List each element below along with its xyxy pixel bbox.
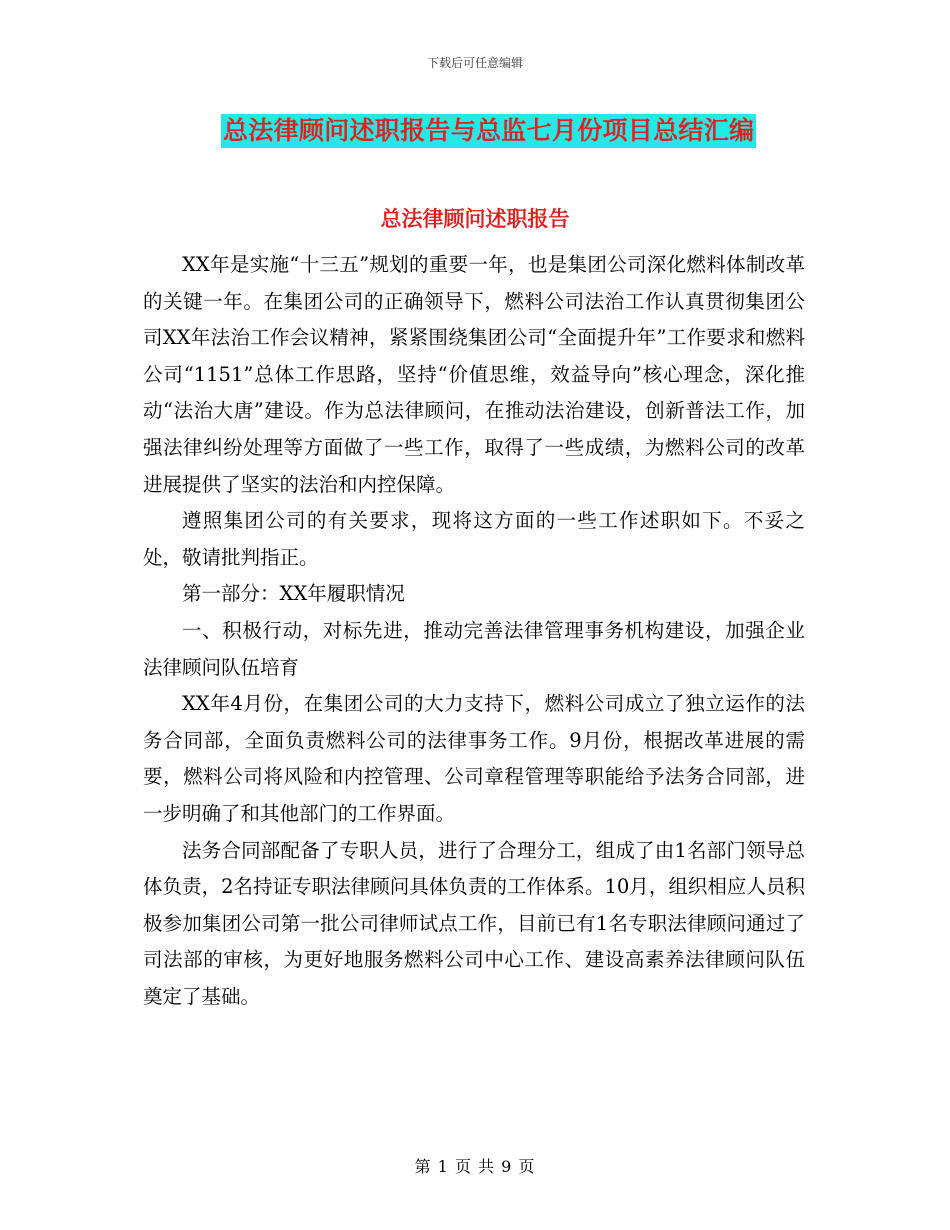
body-text — [143, 247, 805, 1015]
sub-title: 总法律顾问述职报告 — [380, 207, 570, 231]
section-heading: 第一部分：XX年履职情况 — [182, 582, 405, 606]
paragraph: XX年是实施“十三五”规划的重要一年，也是集团公司深化燃料体制改革的关键一年。在集团公司的正确领导下，燃料公司法治工作认真贯彻集团公司XX年法治工作会议精神，紧紧围绕集团公司“全面提升年”工作要求和燃料公司“1151”总体工作思路，坚持“价值思维，效益导向”核心理念，深化推动“法治大唐”建设。作为总法律顾问，在推动法治建设，创新普法工作，加强法律纠纷处理等方面做了一些工作，取得了一些成绩，为燃料公司的改革进展提供了坚实的法治和内控保障。 — [143, 253, 805, 496]
section-heading: 一、积极行动，对标先进，推动完善法律管理事务机构建设，加强企业法律顾问队伍培育 — [143, 618, 805, 679]
main-title: 总法律顾问述职报告与总监七月份项目总结汇编 — [221, 114, 756, 148]
paragraph: 法务合同部配备了专职人员，进行了合理分工，组成了由1名部门领导总体负责，2名持证专职法律顾问具体负责的工作体系。10月，组织相应人员积极参加集团公司第一批公司律师试点工作，目前已有1名专职法律顾问通过了司法部的审核，为更好地服务燃料公司中心工作、建设高素养法律顾问队伍奠定了基础。 — [143, 838, 805, 1008]
paragraph: XX年4月份，在集团公司的大力支持下，燃料公司成立了独立运作的法务合同部，全面负责燃料公司的法律事务工作。9月份，根据改革进展的需要，燃料公司将风险和内控管理、公司章程管理等职能给予法务合同部，进一步明确了和其他部门的工作界面。 — [143, 692, 805, 825]
paragraph: 遵照集团公司的有关要求，现将这方面的一些工作述职如下。不妥之处，敬请批判指正。 — [143, 509, 805, 569]
page-footer: 第 1 页 共 9 页 — [414, 1157, 536, 1176]
header-note: 下载后可任意编辑 — [426, 56, 523, 70]
